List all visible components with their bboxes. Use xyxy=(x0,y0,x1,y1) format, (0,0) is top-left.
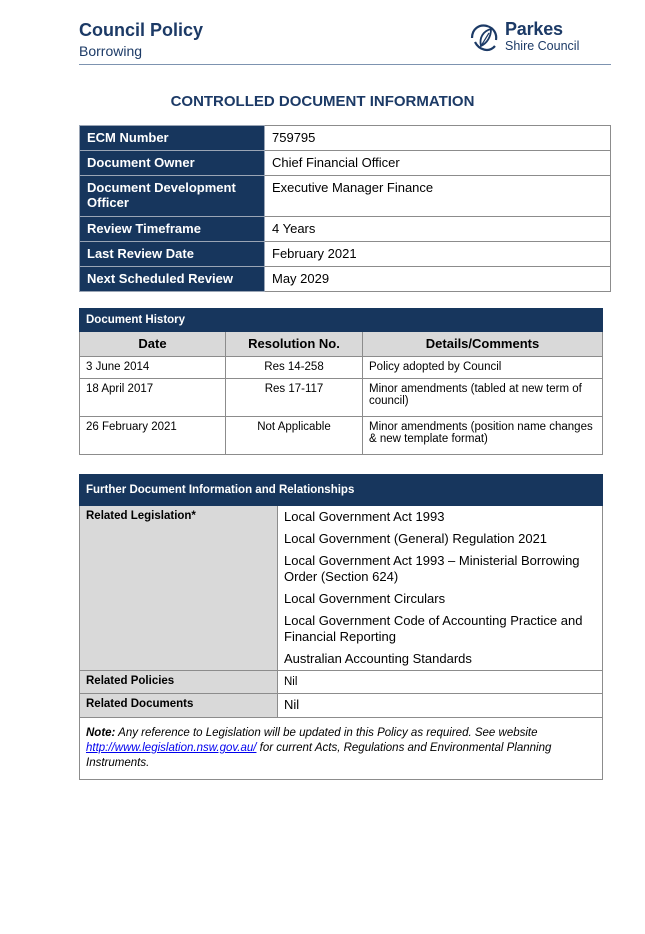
related-documents-value: Nil xyxy=(278,694,603,718)
history-details: Minor amendments (tabled at new term of council) xyxy=(363,379,603,417)
page-header xyxy=(79,18,611,65)
note-label: Note: xyxy=(86,727,116,739)
history-date: 18 April 2017 xyxy=(80,379,226,417)
council-logo xyxy=(467,18,589,58)
legislation-note xyxy=(80,718,603,780)
last-review-value: February 2021 xyxy=(265,242,611,267)
history-resolution: Res 14-258 xyxy=(226,357,363,379)
related-legislation-list xyxy=(278,506,603,671)
table-row xyxy=(80,417,603,455)
related-documents-label: Related Documents xyxy=(80,694,278,718)
last-review-label: Last Review Date xyxy=(80,242,265,267)
history-resolution: Res 17-117 xyxy=(226,379,363,417)
section-heading: CONTROLLED DOCUMENT INFORMATION xyxy=(170,93,475,110)
history-date: 3 June 2014 xyxy=(80,357,226,379)
owner-label: Document Owner xyxy=(80,151,265,176)
ecm-label: ECM Number xyxy=(80,126,265,151)
ecm-value: 759795 xyxy=(265,126,611,151)
related-policies-value: Nil xyxy=(278,671,603,694)
review-timeframe-value: 4 Years xyxy=(265,217,611,242)
col-details-header: Details/Comments xyxy=(363,332,603,357)
history-details: Minor amendments (position name changes & new template format) xyxy=(363,417,603,455)
next-review-value: May 2029 xyxy=(265,267,611,292)
legislation-website-link[interactable]: http://www.legislation.nsw.gov.au/ xyxy=(86,742,257,754)
note-text-end: for current Acts, Regulations and Environmental Planning Instruments. xyxy=(86,742,552,769)
legislation-item: Australian Accounting Standards xyxy=(284,651,472,666)
owner-value: Chief Financial Officer xyxy=(265,151,611,176)
history-details: Policy adopted by Council xyxy=(363,357,603,379)
legislation-item: Local Government Act 1993 xyxy=(284,509,445,524)
next-review-label: Next Scheduled Review xyxy=(80,267,265,292)
table-row xyxy=(80,379,603,417)
page-title: Council Policy xyxy=(79,20,204,40)
document-history-table xyxy=(79,308,603,455)
history-caption: Document History xyxy=(80,309,603,332)
legislation-item: Local Government Circulars xyxy=(284,591,446,606)
review-timeframe-label: Review Timeframe xyxy=(80,217,265,242)
page-subtitle: Borrowing xyxy=(79,43,143,59)
note-text: Any reference to Legislation will be updated in this Policy as required. See website xyxy=(115,727,538,739)
further-caption: Further Document Information and Relationships xyxy=(80,475,603,506)
legislation-item: Local Government Act 1993 – Ministerial Borrowing Order (Section 624) xyxy=(284,553,580,584)
leaf-logo-icon xyxy=(467,20,503,56)
logo-subtitle: Shire Council xyxy=(505,39,580,53)
history-resolution: Not Applicable xyxy=(226,417,363,455)
dev-officer-label: Document Development Officer xyxy=(80,176,265,217)
table-row xyxy=(80,357,603,379)
logo-name: Parkes xyxy=(505,19,563,39)
further-info-table xyxy=(79,474,603,780)
history-date: 26 February 2021 xyxy=(80,417,226,455)
related-legislation-label: Related Legislation* xyxy=(80,506,278,671)
legislation-item: Local Government (General) Regulation 2021 xyxy=(284,531,548,546)
related-policies-label: Related Policies xyxy=(80,671,278,694)
dev-officer-value: Executive Manager Finance xyxy=(265,176,611,217)
col-resolution-header: Resolution No. xyxy=(226,332,363,357)
legislation-item: Local Government Code of Accounting Practice and Financial Reporting xyxy=(284,613,583,644)
controlled-info-table xyxy=(79,125,611,292)
col-date-header: Date xyxy=(80,332,226,357)
